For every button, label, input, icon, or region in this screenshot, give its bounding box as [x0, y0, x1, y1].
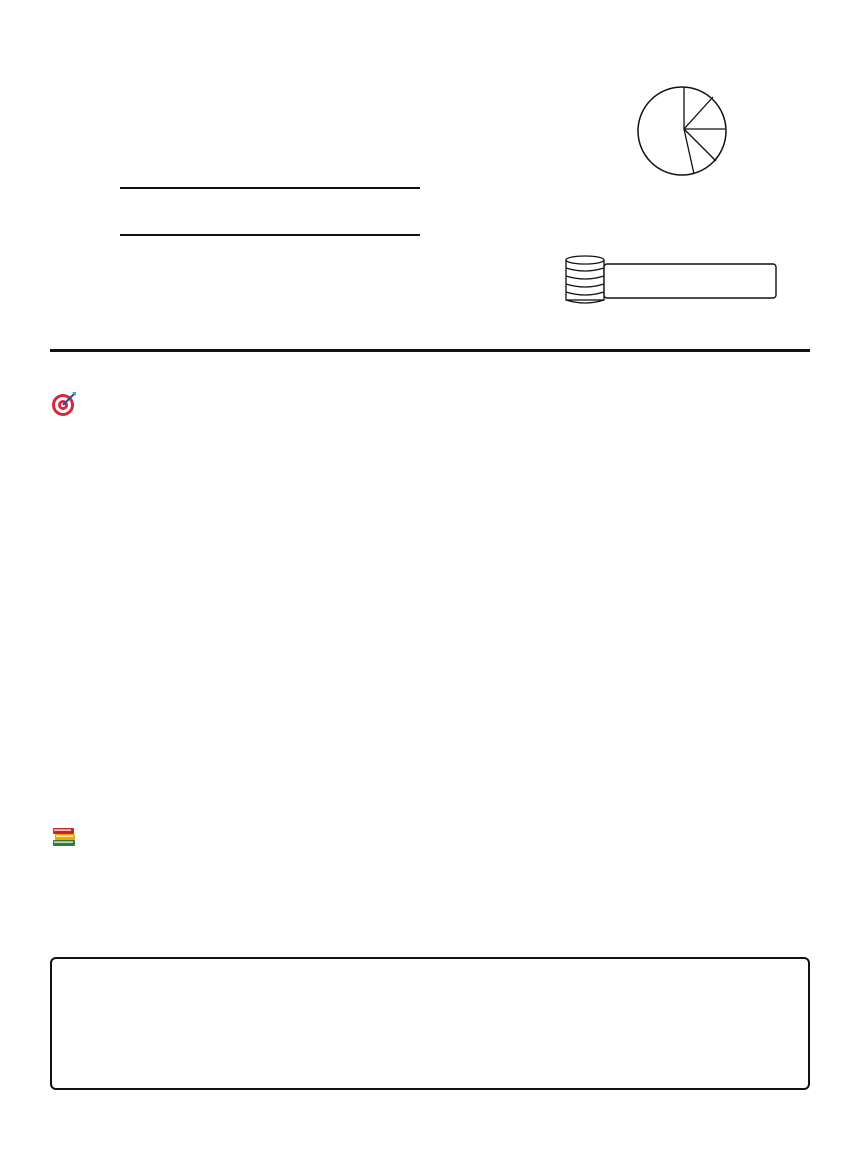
coins-and-ruler-icon	[564, 254, 780, 304]
pie-chart-icon	[636, 85, 728, 177]
part1-heading	[50, 822, 86, 850]
date-field-line[interactable]	[120, 234, 420, 236]
ican-heading	[50, 390, 86, 418]
worksheet-title	[50, 52, 570, 96]
ruler-icon	[604, 264, 776, 298]
coin-stack-icon	[566, 256, 604, 303]
name-field-line[interactable]	[120, 187, 420, 189]
books-icon	[50, 822, 78, 850]
header-divider	[50, 349, 810, 352]
question-1-work-box[interactable]	[50, 957, 810, 1090]
target-dart-icon	[50, 390, 78, 418]
